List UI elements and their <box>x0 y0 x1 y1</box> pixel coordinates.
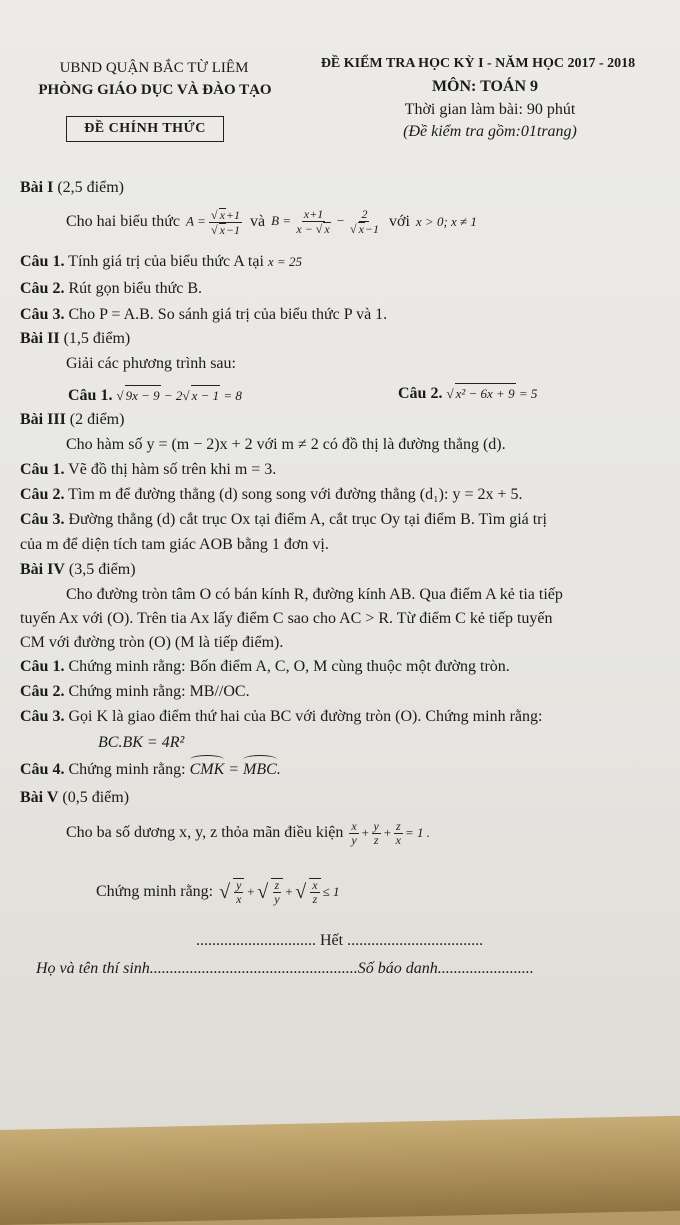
bai4-intro-1: Cho đường tròn tâm O có bán kính R, đường kính AB. Qua điểm A kẻ tia tiếp <box>66 586 563 603</box>
bai3-points: (2 điểm) <box>69 411 125 428</box>
bai1-intro: Cho hai biểu thức <box>66 213 180 230</box>
q-text: Rút gọn biểu thức B. <box>68 280 203 297</box>
q-text: Gọi K là giao điểm thứ hai của BC với đường tròn (O). Chứng minh rằng: <box>68 708 543 725</box>
bai1-condition: x > 0; x ≠ 1 <box>415 214 477 229</box>
pages-note: (Đề kiểm tra gồm:01trang) <box>403 123 577 140</box>
bai5-title: Bài V <box>20 789 59 806</box>
bai4-q4 <box>20 760 281 780</box>
q-text: Tính giá trị của biểu thức A tại <box>68 253 264 270</box>
bai3-heading <box>20 410 124 430</box>
bai5-intro: Cho ba số dương x, y, z thỏa mãn điều kiện <box>66 824 344 841</box>
q-label: Câu 1. <box>68 387 113 404</box>
q-text: Chứng minh rằng: <box>68 761 186 778</box>
sbd-label: Số báo danh <box>357 960 438 977</box>
q-label: Câu 1. <box>20 461 65 478</box>
equation-1: √ 9x − 9 − 2√ x − 1 = 8 <box>116 388 241 403</box>
bai1-expressions <box>66 205 477 239</box>
bai4-intro-2: tuyến Ax với (O). Trên tia Ax lấy điểm C sao cho AC > R. Từ điểm C kẻ tiếp tuyến <box>20 610 553 627</box>
exam-time: Thời gian làm bài: 90 phút <box>404 101 576 118</box>
subject: MÔN: TOÁN 9 <box>431 78 539 95</box>
fraction-sum: $\frac{x}{y}$ + $\frac{y}{z}$ + $\frac{z}{x}$ = 1 . <box>351 818 430 847</box>
q-label: Câu 4. <box>20 761 65 778</box>
bai3-q1 <box>20 460 276 480</box>
exam-title: ĐỀ KIỂM TRA HỌC KỲ I - NĂM HỌC 2017 - 2018 <box>320 56 636 71</box>
bai4-q2 <box>20 682 250 702</box>
bai4-title: Bài IV <box>20 561 65 578</box>
bai2-points: (1,5 điểm) <box>63 330 131 347</box>
table-surface <box>0 1116 680 1225</box>
bai1-title: Bài I <box>20 179 54 196</box>
district-name: UBND QUẬN BẮC TỪ LIÊM <box>59 60 249 76</box>
angle-equation: CMK = MBC. <box>189 761 281 778</box>
bai3-q3-cont: của m để diện tích tam giác AOB bằng 1 đơn vị. <box>20 536 329 553</box>
q-text: Chứng minh rằng: Bốn điểm A, C, O, M cùng thuộc một đường tròn. <box>68 658 510 675</box>
bai1-q1 <box>20 252 302 272</box>
end-line <box>196 931 483 951</box>
q-label: Câu 2. <box>20 280 65 297</box>
q-text: Chứng minh rằng: MB//OC. <box>68 683 250 700</box>
bai4-heading <box>20 560 136 580</box>
q-label: Câu 2. <box>398 385 443 402</box>
bai4-q3 <box>20 707 542 727</box>
department-name: PHÒNG GIÁO DỤC VÀ ĐÀO TẠO <box>38 82 272 98</box>
bai1-q2 <box>20 279 202 299</box>
bai2-title: Bài II <box>20 330 60 347</box>
q-label: Câu 1. <box>20 253 65 270</box>
equation-2: √ x² − 6x + 9 = 5 <box>446 386 537 401</box>
bai1-points: (2,5 điểm) <box>57 179 124 196</box>
q-text: Cho P = A.B. So sánh giá trị của biểu thức P và 1. <box>68 306 388 323</box>
bai3-q2 <box>20 485 522 505</box>
q-label: Câu 1. <box>20 658 65 675</box>
bai3-intro: Cho hàm số y = (m − 2)x + 2 với m ≠ 2 có đồ thị là đường thẳng (d). <box>66 436 506 453</box>
name-dots: .................................................... <box>149 960 358 977</box>
bai1-q3 <box>20 305 387 325</box>
expr-a: A = $\frac{√ x+1}{√ x-1}$ <box>185 207 240 237</box>
bai2-intro: Giải các phương trình sau: <box>66 355 236 372</box>
bai4-q3-formula: BC.BK = 4R² <box>98 734 185 751</box>
bai2-q2 <box>398 383 537 404</box>
q-text: Đường thẳng (d) cắt trục Ox tại điểm A, cắt trục Oy tại điểm B. Tìm giá trị <box>68 511 547 528</box>
q-text: Vẽ đồ thị hàm số trên khi m = 3. <box>68 461 277 478</box>
bai4-intro-3: CM với đường tròn (O) (M là tiếp điểm). <box>20 634 284 651</box>
bai4-q1 <box>20 657 510 677</box>
end-dots-right: .................................. <box>347 932 484 949</box>
bai5-heading <box>20 788 129 808</box>
expr-b: B = $\frac{x+1}{x - √ x}$ − $\frac{2}{√ x-1}$ <box>271 207 379 236</box>
inequality: √ $\frac{y}{x}$ + √ $\frac{z}{y}$ + √ $\frac{x}{z}$ ≤ 1 <box>219 878 340 906</box>
bai1-heading <box>20 178 124 198</box>
bai3-q3 <box>20 510 547 530</box>
bai2-heading <box>20 329 130 349</box>
bai1-with: với <box>389 213 410 230</box>
bai5-prove-label: Chứng minh rằng: <box>96 883 214 900</box>
candidate-info <box>36 959 534 979</box>
end-dots-left: .............................. <box>196 932 316 949</box>
q-label: Câu 2. <box>20 486 65 503</box>
bai5-condition <box>66 815 430 851</box>
bai2-q1 <box>68 385 242 406</box>
name-label: Họ và tên thí sinh <box>36 960 150 977</box>
q-text: Tìm m để đường thẳng (d) song song với đường thẳng (d₁): y = 2x + 5. <box>68 486 523 503</box>
q-label: Câu 2. <box>20 683 65 700</box>
sbd-dots: ........................ <box>437 960 534 977</box>
bai5-points: (0,5 điểm) <box>62 789 130 806</box>
end-label: Hết <box>320 932 344 949</box>
q-value: x = 25 <box>267 254 302 269</box>
official-label: ĐỀ CHÍNH THỨC <box>66 116 224 142</box>
bai5-prove <box>96 872 340 912</box>
q-label: Câu 3. <box>20 708 65 725</box>
bai4-points: (3,5 điểm) <box>68 561 136 578</box>
bai1-and: và <box>250 213 266 230</box>
q-label: Câu 3. <box>20 511 65 528</box>
bai3-title: Bài III <box>20 411 66 428</box>
q-label: Câu 3. <box>20 306 65 323</box>
